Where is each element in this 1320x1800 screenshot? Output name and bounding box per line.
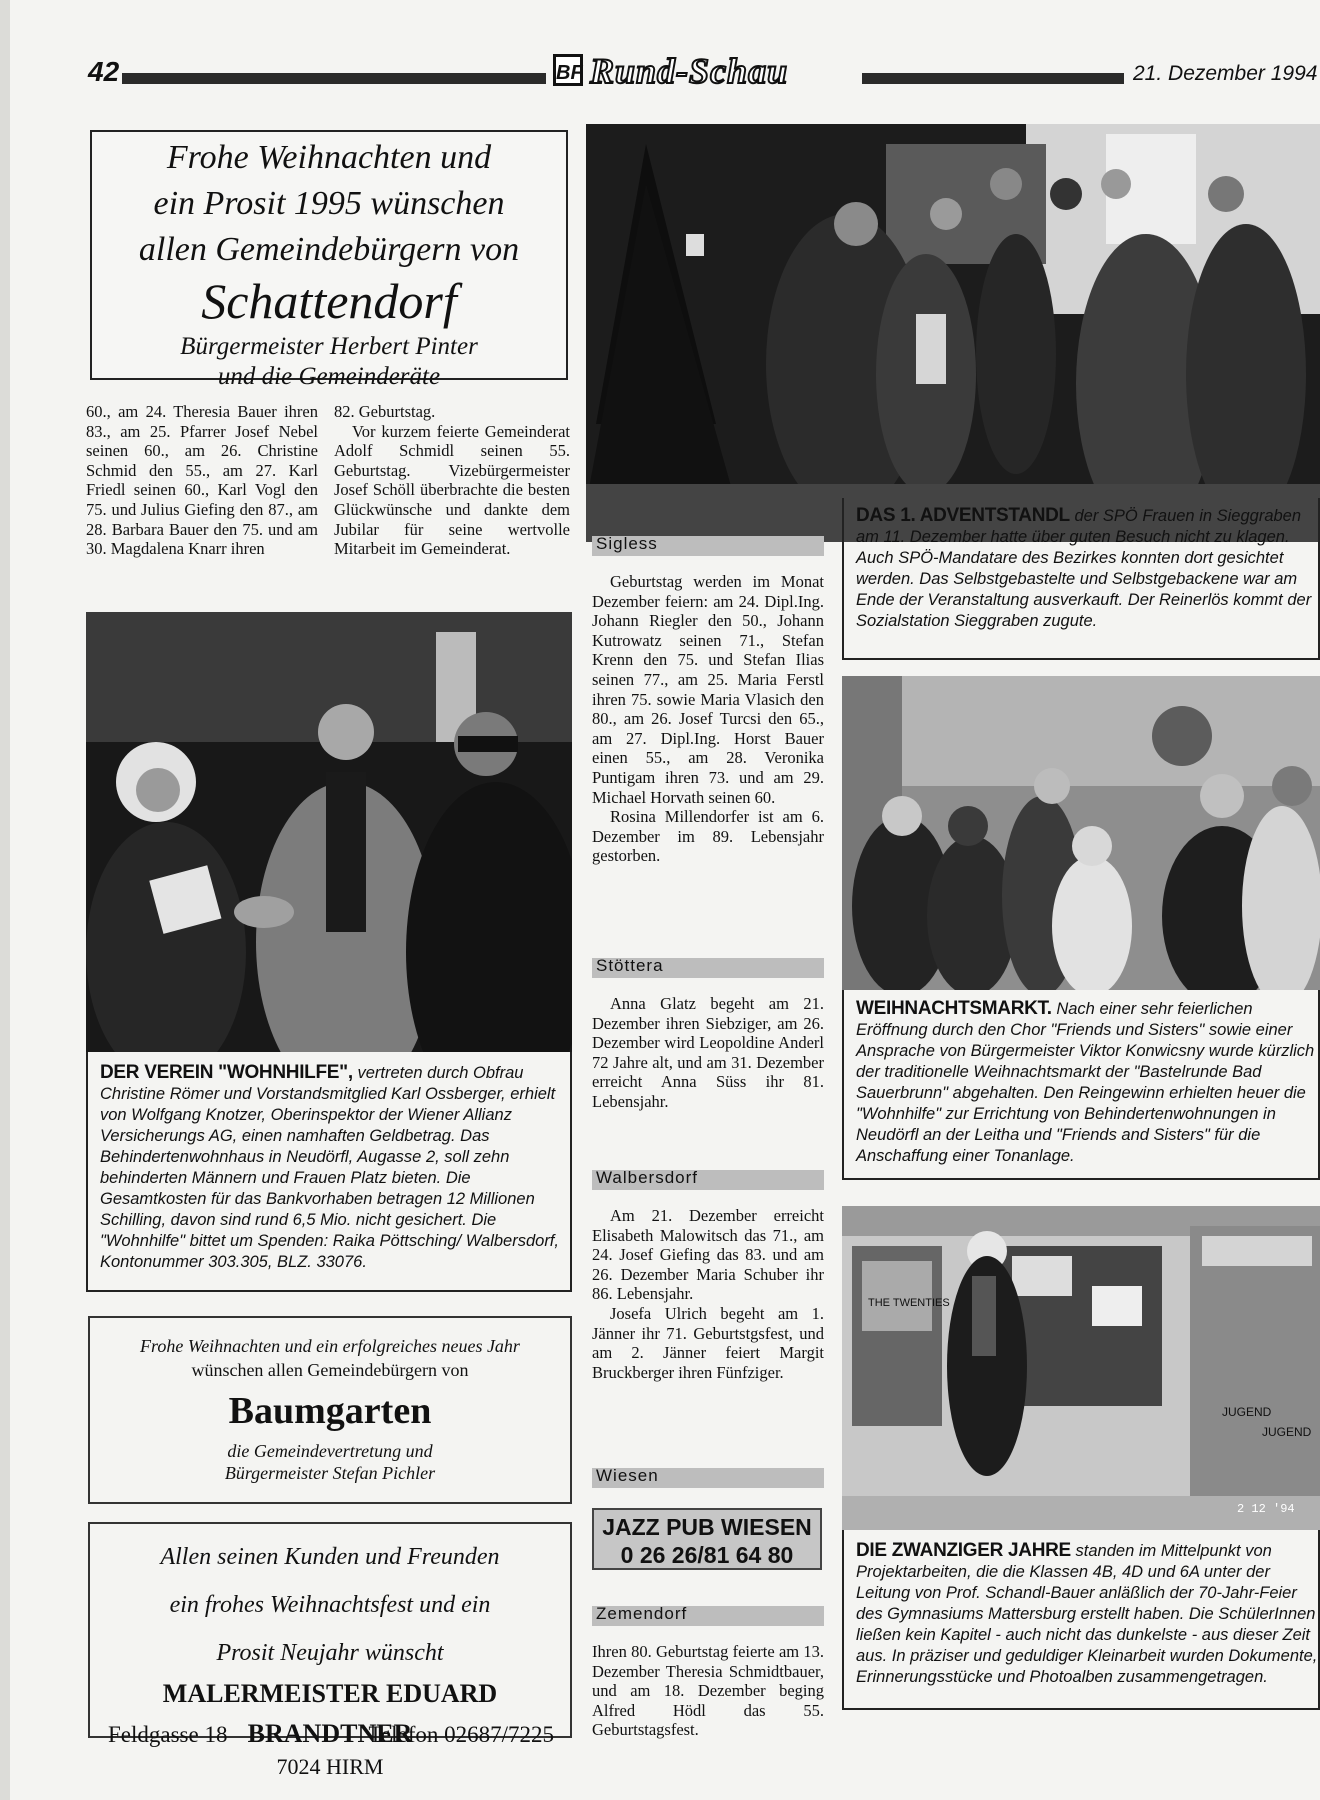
article-stoettera [592,994,824,1112]
page-number: 42 [88,56,120,87]
article-paragraph: 82. Geburtstag. [334,402,436,421]
photo-wohnhilfe [86,612,572,1052]
section-header-zemendorf [592,1606,824,1626]
ad-jazz-pub [592,1508,822,1570]
greeting-line: ein Prosit 1995 wünschen [153,185,505,222]
article-paragraph: Geburtstag werden im Monat Dezember feiern: am 24. Dipl.Ing. Johann Riegler den 50., Johann Kutrowatz seinen 71., Stefan Krenn den 75. und Stefan Ilias seinen 77., am 25. Maria Ferstl ihren 75. sowie Maria Vlasich den 80., am 26. Josef Turcsi den 65., am 27. Dipl.Ing. Horst Bauer einen 55., am 28. Veronika Puntigam ihren 73. und am 29. Michael Horvath seinen 60. [592,572,824,807]
greeting-line: Bürgermeister Herbert Pinter [180,333,478,360]
caption-wohnhilfe [100,1062,562,1273]
section-title: Walbersdorf [596,1168,699,1187]
masthead-title: Rund-Schau [590,51,789,91]
ad-phone: 0 26 26/81 64 80 [620,1542,794,1568]
header-rule-left [122,73,546,84]
greeting-line: Bürgermeister Stefan Pichler [224,1463,436,1483]
greeting-town: Baumgarten [228,1390,432,1432]
greeting-town: Schattendorf [201,273,457,329]
greeting-line: allen Gemeindebürgern von [138,231,520,268]
greeting-line: Frohe Weihnachten und ein erfolgreiches neues Jahr [140,1336,520,1356]
article-paragraph: Vor kurzem feierte Gemeinderat Adolf Schmidl seinen 55. Geburtstag. Vizebürgermeister Josef Schöll überbrachte die besten Glückwünsche und dankte dem Jubilar für seine wertvolle Mitarbeit im Gemeinderat. [334,421,570,559]
ad-company-name: MALERMEISTER EDUARD BRANDTNER [162,1679,498,1748]
ad-town: 7024 HIRM [276,1754,384,1779]
section-header-stoettera [592,958,824,978]
photo-adventstandl-image [586,124,1320,542]
article-schmidl [334,402,570,559]
ad-line: Allen seinen Kunden und Freunden [160,1544,500,1570]
birthday-list-schattendorf [86,402,318,559]
caption-weihnachtsmarkt [856,998,1318,1167]
page-edge [0,0,10,1800]
section-header-sigless [592,536,824,556]
photo-zwanziger-image [842,1206,1320,1530]
issue-date: 21. Dezember 1994 [1133,62,1318,85]
greeting-schattendorf [90,130,568,390]
caption-text: standen im Mittelpunkt von Projektarbeiten, die die Klassen 4B, 4D und 6A unter der Leitung von Prof. Schandl-Bauer anläßlich der 70-Jahr-Feier des Gymnasiums Mattersburg erstellt haben. Die SchülerInnen ließen kein Kapitel - auch nicht das dunkelste - aus dieser Zeit aus. In präziser und geduldiger Kleinarbeit wurden Dokumente, Erinnerungsstücke und Photoalben zusammengetragen. [856,1542,1318,1686]
ad-street: Feldgasse 18 [108,1722,228,1747]
photo-weihnachtsmarkt [842,676,1320,990]
article-paragraph: Anna Glatz begeht am 21. Dezember ihren Siebziger, am 26. Dezember wird Leopoldine Anderl 72 Jahre alt, und am 31. Dezember erreicht Anna Süss ihr 81. Lebensjahr. [592,994,824,1111]
section-title: Zemendorf [596,1604,688,1623]
caption-adventstandl [856,505,1316,632]
article-sigless [592,572,824,866]
article-paragraph: 60., am 24. Theresia Bauer ihren 83., am 25. Pfarrer Josef Nebel seinen 60., am 26. Christine Schmid den 55., am 27. Karl Friedl seinen 60., Karl Vogl den 75. und Julius Giefing den 87., am 28. Barbara Bauer den 75. und am 30. Magdalena Knarr ihren [86,402,318,559]
article-paragraph: Am 21. Dezember erreicht Elisabeth Malowitsch das 71., am 24. Josef Giefing das 83. und am 26. Dezember Maria Schuber ihr 86. Lebensjahr. [592,1206,824,1304]
ad-name: JAZZ PUB WIESEN [602,1514,812,1540]
article-zemendorf [592,1642,824,1740]
ad-line: ein frohes Weihnachtsfest und ein [169,1592,491,1618]
greeting-line: wünschen allen Gemeindebürgern von [191,1360,469,1380]
photo-adventstandl [586,124,1320,542]
greeting-line: die Gemeindevertretung und [227,1441,433,1461]
caption-text: Nach einer sehr feierlichen Eröffnung durch den Chor "Friends und Sisters" sowie einer Ansprache von Bürgermeister Viktor Konwicsny wurde kürzlich der traditionelle Weihnachtsmarkt der "Bastelrunde Bad Sauerbrunn" abgehalten. Den Reingewinn erhielten heuer die "Wohnhilfe" zur Errichtung von Behindertenwohnungen in Neudörfl an der Leitha und "Friends and Sisters" für die Anschaffung einer Tonanlage. [856,1000,1315,1165]
photo-zwanziger [842,1206,1320,1530]
greeting-line: und die Gemeinderäte [217,363,441,390]
article-paragraph: Rosina Millendorfer ist am 6. Dezember im 89. Lebensjahr gestorben. [592,807,824,866]
poster-text: THE TWENTIES [868,1297,950,1309]
caption-text: der SPÖ Frauen in Sieggraben am 11. Dezember hatte über guten Besuch nicht zu klagen. Auch SPÖ-Mandatare des Bezirkes konnten dort gesichtet werden. Das Selbstgebastelte und Selbstgebackene war am Ende der Veranstaltung ausverkauft. Der Reinerlös kommt der Sozialstation Sieggraben zugute. [856,507,1312,630]
section-header-wiesen [592,1468,824,1488]
caption-lead: DER VEREIN "WOHNHILFE", [100,1062,353,1083]
photo-weihnachtsmarkt-image [842,676,1320,990]
header-rule-right [862,73,1124,84]
ad-brandtner [88,1522,572,1779]
article-walbersdorf [592,1206,824,1382]
article-paragraph: Ihren 80. Geburtstag feierte am 13. Dezember Theresia Schmidtbauer, und am 18. Dezember beging Alfred Hödl das 55. Geburtstagsfest. [592,1642,824,1740]
bf-logo: BF [553,54,583,86]
greeting-baumgarten [88,1316,572,1504]
ad-line: Prosit Neujahr wünscht [216,1640,444,1666]
section-title: Stöttera [596,956,664,975]
section-title: Wiesen [596,1466,659,1485]
photo-wohnhilfe-image [86,612,572,1052]
photo-timestamp: 2 12 '94 [1237,1502,1295,1516]
poster-text: JUGEND [1262,1425,1312,1439]
caption-zwanziger [856,1540,1318,1688]
ad-phone: Telefon 02687/7225 [368,1722,554,1747]
caption-lead: WEIHNACHTSMARKT. [856,998,1052,1019]
poster-text: JUGEND [1222,1405,1272,1419]
section-header-walbersdorf [592,1170,824,1190]
caption-text: vertreten durch Obfrau Christine Römer und Vorstandsmitglied Karl Ossberger, erhielt von Wolfgang Knotzer, Oberinspektor der Wiener Allianz Versicherungs AG, einen namhaften Geldbetrag. Das Behindertenwohnhaus in Neudörfl, Augasse 2, soll zehn behinderten Männern und Frauen Platz bieten. Die Gesamtkosten für das Bankvorhaben betragen 12 Millionen Schilling, davon sind rund 6,5 Mio. nicht gesichert. Die "Wohnhilfe" bittet um Spenden: Raika Pöttsching/ Walbersdorf, Kontonummer 303.305, BLZ. 33076. [100,1064,559,1271]
section-title: Sigless [596,534,658,553]
caption-lead: DIE ZWANZIGER JAHRE [856,1540,1071,1561]
article-paragraph: Josefa Ulrich begeht am 1. Jänner ihr 71. Geburtstgsfest, und am 2. Jänner feiert Margit Bruckberger ihren Fünfziger. [592,1303,824,1382]
caption-lead: DAS 1. ADVENTSTANDL [856,505,1070,526]
greeting-line: Frohe Weihnachten und [166,139,492,176]
